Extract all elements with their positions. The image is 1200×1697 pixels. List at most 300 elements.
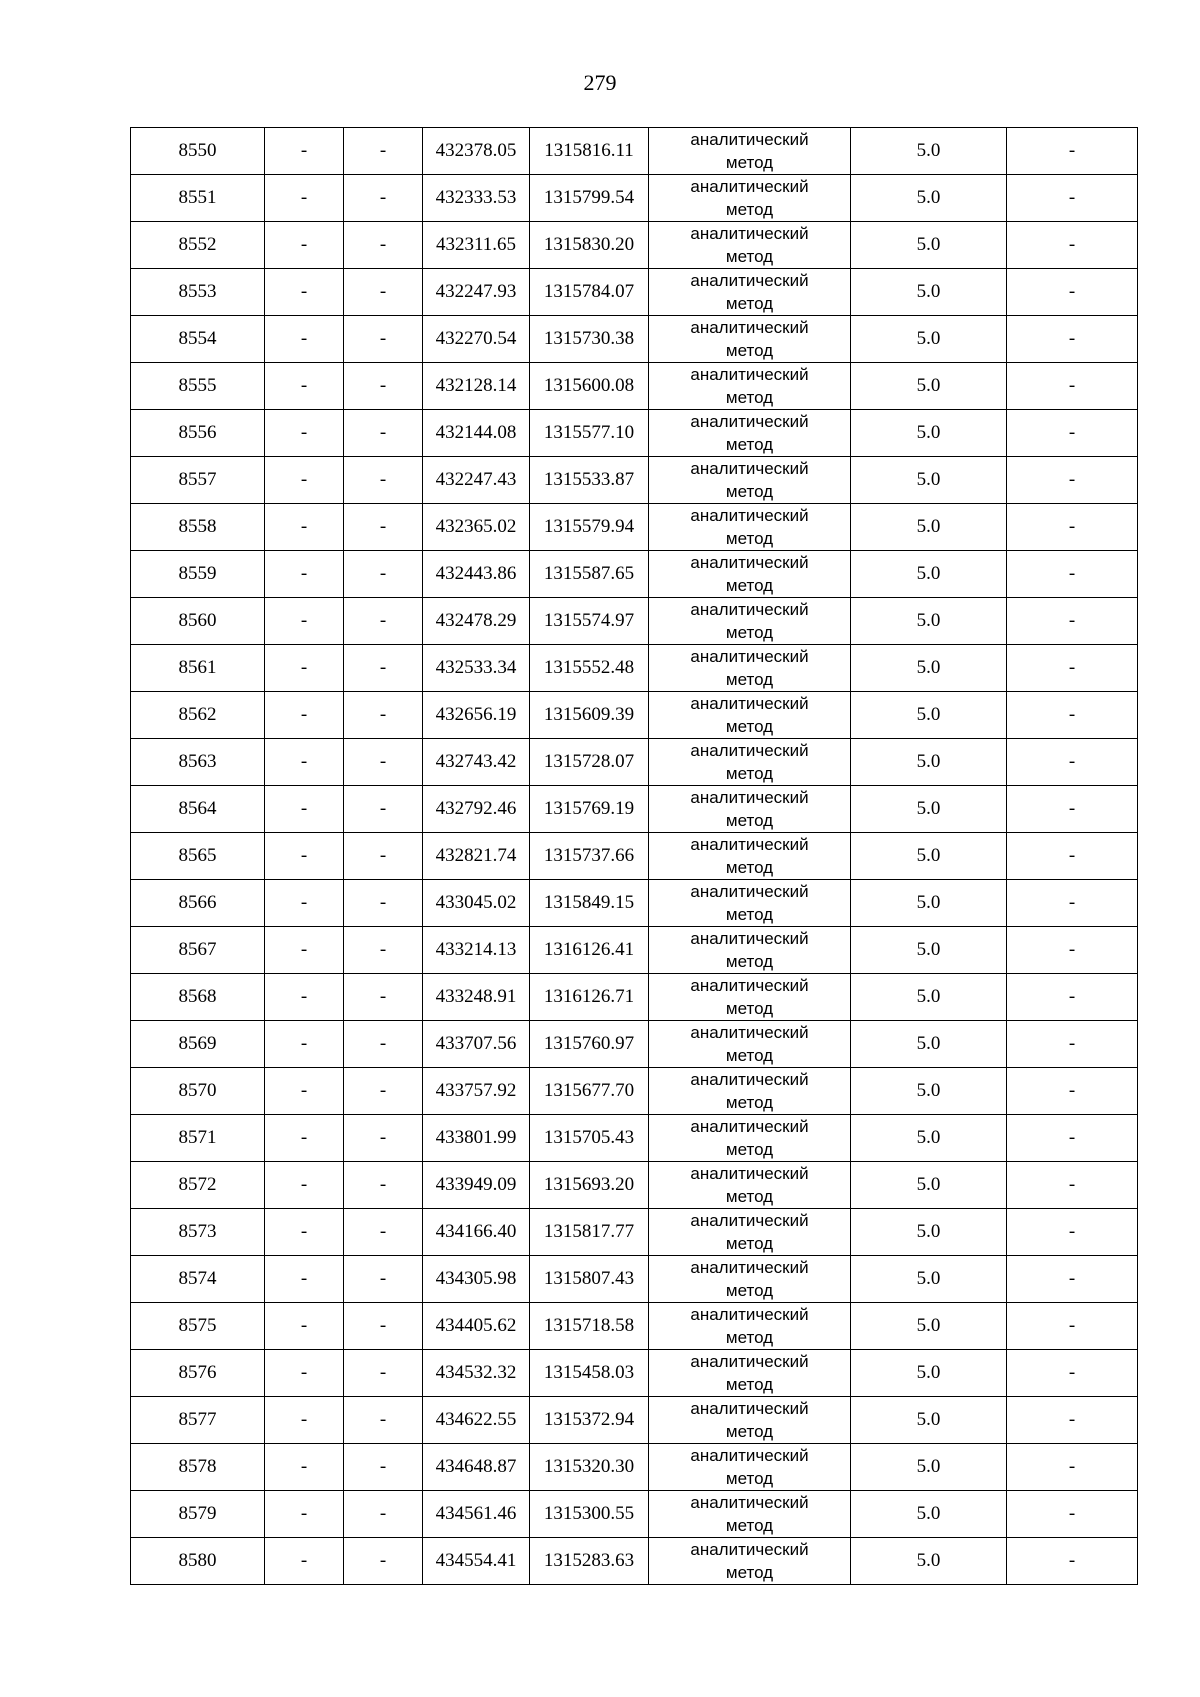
description-cell: - (1007, 598, 1138, 645)
empty-cell: - (344, 316, 423, 363)
empty-cell: - (265, 1115, 344, 1162)
description-cell: - (1007, 927, 1138, 974)
table-row (131, 1115, 1138, 1162)
accuracy-cell: 5.0 (851, 1538, 1007, 1585)
table-row (131, 1256, 1138, 1303)
empty-cell: - (344, 1444, 423, 1491)
method-cell (649, 551, 851, 598)
table-row (131, 128, 1138, 175)
description-cell: - (1007, 739, 1138, 786)
description-cell: - (1007, 1115, 1138, 1162)
x-coordinate-cell: 432270.54 (423, 316, 530, 363)
accuracy-cell: 5.0 (851, 1115, 1007, 1162)
point-number-cell: 8555 (131, 363, 265, 410)
method-text-line: метод (725, 952, 774, 971)
empty-cell: - (265, 1209, 344, 1256)
x-coordinate-cell: 434532.32 (423, 1350, 530, 1397)
x-coordinate-cell: 433045.02 (423, 880, 530, 927)
method-cell (649, 316, 851, 363)
method-text-line: аналитический (690, 224, 809, 243)
empty-cell: - (265, 974, 344, 1021)
empty-cell: - (344, 692, 423, 739)
method-cell (649, 1068, 851, 1115)
description-cell: - (1007, 1538, 1138, 1585)
description-cell: - (1007, 363, 1138, 410)
method-cell (649, 222, 851, 269)
method-text-line: метод (725, 1469, 774, 1488)
accuracy-cell: 5.0 (851, 974, 1007, 1021)
empty-cell: - (344, 1068, 423, 1115)
method-cell (649, 692, 851, 739)
y-coordinate-cell: 1315799.54 (530, 175, 649, 222)
empty-cell: - (344, 1209, 423, 1256)
point-number-cell: 8566 (131, 880, 265, 927)
table-row (131, 739, 1138, 786)
method-text-line: метод (725, 905, 774, 924)
method-text-line: аналитический (690, 647, 809, 666)
table-row (131, 269, 1138, 316)
method-text-line: метод (725, 294, 774, 313)
description-cell: - (1007, 1256, 1138, 1303)
x-coordinate-cell: 434648.87 (423, 1444, 530, 1491)
method-text-line: аналитический (690, 1070, 809, 1089)
point-number-cell: 8556 (131, 410, 265, 457)
empty-cell: - (265, 410, 344, 457)
x-coordinate-cell: 433801.99 (423, 1115, 530, 1162)
empty-cell: - (265, 1162, 344, 1209)
accuracy-cell: 5.0 (851, 363, 1007, 410)
method-text-line: метод (725, 1234, 774, 1253)
page-number: 279 (583, 70, 617, 95)
point-number-cell: 8573 (131, 1209, 265, 1256)
empty-cell: - (265, 927, 344, 974)
point-number-cell: 8574 (131, 1256, 265, 1303)
description-cell: - (1007, 504, 1138, 551)
empty-cell: - (344, 269, 423, 316)
point-number-cell: 8550 (131, 128, 265, 175)
table-row (131, 1303, 1138, 1350)
x-coordinate-cell: 432311.65 (423, 222, 530, 269)
empty-cell: - (265, 363, 344, 410)
empty-cell: - (265, 1444, 344, 1491)
description-cell: - (1007, 1350, 1138, 1397)
method-text-line: метод (725, 576, 774, 595)
y-coordinate-cell: 1315552.48 (530, 645, 649, 692)
point-number-cell: 8565 (131, 833, 265, 880)
accuracy-cell: 5.0 (851, 1162, 1007, 1209)
accuracy-cell: 5.0 (851, 786, 1007, 833)
empty-cell: - (265, 269, 344, 316)
y-coordinate-cell: 1315817.77 (530, 1209, 649, 1256)
point-number-cell: 8575 (131, 1303, 265, 1350)
y-coordinate-cell: 1315320.30 (530, 1444, 649, 1491)
coordinates-table (130, 127, 1138, 1585)
accuracy-cell: 5.0 (851, 316, 1007, 363)
method-text-line: аналитический (690, 929, 809, 948)
empty-cell: - (265, 457, 344, 504)
table-row (131, 974, 1138, 1021)
description-cell: - (1007, 269, 1138, 316)
method-cell (649, 410, 851, 457)
table-row (131, 1162, 1138, 1209)
description-cell: - (1007, 1068, 1138, 1115)
x-coordinate-cell: 432333.53 (423, 175, 530, 222)
x-coordinate-cell: 433248.91 (423, 974, 530, 1021)
method-cell (649, 974, 851, 1021)
table-row (131, 1397, 1138, 1444)
description-cell: - (1007, 645, 1138, 692)
empty-cell: - (344, 1256, 423, 1303)
point-number-cell: 8557 (131, 457, 265, 504)
x-coordinate-cell: 434305.98 (423, 1256, 530, 1303)
accuracy-cell: 5.0 (851, 1209, 1007, 1256)
empty-cell: - (344, 1491, 423, 1538)
accuracy-cell: 5.0 (851, 175, 1007, 222)
empty-cell: - (265, 222, 344, 269)
table-row (131, 457, 1138, 504)
empty-cell: - (265, 1068, 344, 1115)
table-row (131, 833, 1138, 880)
method-text-line: метод (725, 247, 774, 266)
method-text-line: аналитический (690, 177, 809, 196)
empty-cell: - (265, 739, 344, 786)
method-text-line: метод (725, 1563, 774, 1582)
description-cell: - (1007, 1209, 1138, 1256)
method-text-line: метод (725, 529, 774, 548)
description-cell: - (1007, 128, 1138, 175)
empty-cell: - (344, 1350, 423, 1397)
method-cell (649, 1350, 851, 1397)
table-row (131, 1350, 1138, 1397)
table-row (131, 551, 1138, 598)
method-text-line: аналитический (690, 412, 809, 431)
empty-cell: - (344, 645, 423, 692)
empty-cell: - (344, 175, 423, 222)
method-text-line: аналитический (690, 694, 809, 713)
table-row (131, 410, 1138, 457)
method-cell (649, 598, 851, 645)
method-text-line: аналитический (690, 600, 809, 619)
accuracy-cell: 5.0 (851, 739, 1007, 786)
empty-cell: - (344, 880, 423, 927)
table-row (131, 1209, 1138, 1256)
table-row (131, 692, 1138, 739)
description-cell: - (1007, 692, 1138, 739)
method-cell (649, 1303, 851, 1350)
method-text-line: аналитический (690, 459, 809, 478)
method-text-line: аналитический (690, 1258, 809, 1277)
x-coordinate-cell: 432128.14 (423, 363, 530, 410)
method-text-line: метод (725, 482, 774, 501)
description-cell: - (1007, 410, 1138, 457)
point-number-cell: 8572 (131, 1162, 265, 1209)
method-text-line: аналитический (690, 1540, 809, 1559)
point-number-cell: 8570 (131, 1068, 265, 1115)
method-cell (649, 1491, 851, 1538)
description-cell: - (1007, 222, 1138, 269)
table-row (131, 645, 1138, 692)
x-coordinate-cell: 432478.29 (423, 598, 530, 645)
method-cell (649, 1397, 851, 1444)
accuracy-cell: 5.0 (851, 410, 1007, 457)
accuracy-cell: 5.0 (851, 1444, 1007, 1491)
method-text-line: аналитический (690, 1493, 809, 1512)
method-cell (649, 1209, 851, 1256)
empty-cell: - (344, 786, 423, 833)
accuracy-cell: 5.0 (851, 1303, 1007, 1350)
method-text-line: метод (725, 1093, 774, 1112)
x-coordinate-cell: 432365.02 (423, 504, 530, 551)
method-text-line: метод (725, 1328, 774, 1347)
empty-cell: - (344, 1397, 423, 1444)
empty-cell: - (265, 1021, 344, 1068)
method-text-line: метод (725, 1422, 774, 1441)
accuracy-cell: 5.0 (851, 833, 1007, 880)
method-text-line: аналитический (690, 1352, 809, 1371)
y-coordinate-cell: 1315283.63 (530, 1538, 649, 1585)
x-coordinate-cell: 432656.19 (423, 692, 530, 739)
method-text-line: аналитический (690, 1023, 809, 1042)
empty-cell: - (265, 786, 344, 833)
point-number-cell: 8551 (131, 175, 265, 222)
y-coordinate-cell: 1315816.11 (530, 128, 649, 175)
method-text-line: аналитический (690, 130, 809, 149)
point-number-cell: 8559 (131, 551, 265, 598)
point-number-cell: 8561 (131, 645, 265, 692)
empty-cell: - (265, 316, 344, 363)
method-cell (649, 1162, 851, 1209)
empty-cell: - (265, 504, 344, 551)
method-text-line: метод (725, 341, 774, 360)
y-coordinate-cell: 1315737.66 (530, 833, 649, 880)
accuracy-cell: 5.0 (851, 598, 1007, 645)
y-coordinate-cell: 1315830.20 (530, 222, 649, 269)
method-cell (649, 880, 851, 927)
table-row (131, 363, 1138, 410)
point-number-cell: 8560 (131, 598, 265, 645)
accuracy-cell: 5.0 (851, 504, 1007, 551)
point-number-cell: 8563 (131, 739, 265, 786)
method-cell (649, 786, 851, 833)
method-cell (649, 1256, 851, 1303)
accuracy-cell: 5.0 (851, 1350, 1007, 1397)
table-row (131, 1491, 1138, 1538)
method-text-line: метод (725, 1046, 774, 1065)
empty-cell: - (344, 974, 423, 1021)
y-coordinate-cell: 1315784.07 (530, 269, 649, 316)
empty-cell: - (344, 833, 423, 880)
empty-cell: - (344, 222, 423, 269)
x-coordinate-cell: 432247.43 (423, 457, 530, 504)
method-cell (649, 269, 851, 316)
method-text-line: аналитический (690, 1399, 809, 1418)
method-text-line: метод (725, 764, 774, 783)
accuracy-cell: 5.0 (851, 1068, 1007, 1115)
x-coordinate-cell: 432443.86 (423, 551, 530, 598)
table-row (131, 1538, 1138, 1585)
y-coordinate-cell: 1315574.97 (530, 598, 649, 645)
description-cell: - (1007, 175, 1138, 222)
method-text-line: аналитический (690, 506, 809, 525)
method-text-line: аналитический (690, 365, 809, 384)
method-text-line: аналитический (690, 1164, 809, 1183)
point-number-cell: 8553 (131, 269, 265, 316)
method-text-line: метод (725, 1375, 774, 1394)
x-coordinate-cell: 432533.34 (423, 645, 530, 692)
method-text-line: аналитический (690, 271, 809, 290)
x-coordinate-cell: 434561.46 (423, 1491, 530, 1538)
method-cell (649, 1444, 851, 1491)
accuracy-cell: 5.0 (851, 128, 1007, 175)
empty-cell: - (344, 927, 423, 974)
empty-cell: - (344, 739, 423, 786)
y-coordinate-cell: 1315705.43 (530, 1115, 649, 1162)
y-coordinate-cell: 1315609.39 (530, 692, 649, 739)
empty-cell: - (265, 692, 344, 739)
method-cell (649, 457, 851, 504)
method-cell (649, 175, 851, 222)
description-cell: - (1007, 1021, 1138, 1068)
method-text-line: метод (725, 1140, 774, 1159)
point-number-cell: 8577 (131, 1397, 265, 1444)
description-cell: - (1007, 316, 1138, 363)
empty-cell: - (265, 645, 344, 692)
table-row (131, 222, 1138, 269)
y-coordinate-cell: 1315718.58 (530, 1303, 649, 1350)
point-number-cell: 8571 (131, 1115, 265, 1162)
method-text-line: аналитический (690, 1446, 809, 1465)
table-row (131, 880, 1138, 927)
accuracy-cell: 5.0 (851, 1397, 1007, 1444)
table-row (131, 1068, 1138, 1115)
method-text-line: метод (725, 811, 774, 830)
description-cell: - (1007, 551, 1138, 598)
y-coordinate-cell: 1315807.43 (530, 1256, 649, 1303)
point-number-cell: 8552 (131, 222, 265, 269)
y-coordinate-cell: 1315600.08 (530, 363, 649, 410)
y-coordinate-cell: 1315587.65 (530, 551, 649, 598)
table-body (131, 128, 1138, 1585)
method-text-line: метод (725, 1187, 774, 1206)
method-cell (649, 739, 851, 786)
method-cell (649, 927, 851, 974)
empty-cell: - (265, 880, 344, 927)
method-text-line: аналитический (690, 741, 809, 760)
method-text-line: аналитический (690, 788, 809, 807)
method-text-line: аналитический (690, 976, 809, 995)
x-coordinate-cell: 432378.05 (423, 128, 530, 175)
empty-cell: - (265, 598, 344, 645)
point-number-cell: 8564 (131, 786, 265, 833)
accuracy-cell: 5.0 (851, 692, 1007, 739)
method-text-line: аналитический (690, 1211, 809, 1230)
method-cell (649, 1115, 851, 1162)
method-text-line: метод (725, 717, 774, 736)
empty-cell: - (265, 1538, 344, 1585)
method-text-line: метод (725, 623, 774, 642)
y-coordinate-cell: 1316126.71 (530, 974, 649, 1021)
empty-cell: - (344, 128, 423, 175)
empty-cell: - (344, 1115, 423, 1162)
point-number-cell: 8580 (131, 1538, 265, 1585)
x-coordinate-cell: 434166.40 (423, 1209, 530, 1256)
empty-cell: - (265, 1350, 344, 1397)
accuracy-cell: 5.0 (851, 927, 1007, 974)
x-coordinate-cell: 432821.74 (423, 833, 530, 880)
x-coordinate-cell: 433214.13 (423, 927, 530, 974)
y-coordinate-cell: 1315372.94 (530, 1397, 649, 1444)
x-coordinate-cell: 433949.09 (423, 1162, 530, 1209)
method-text-line: метод (725, 388, 774, 407)
y-coordinate-cell: 1315533.87 (530, 457, 649, 504)
method-cell (649, 504, 851, 551)
description-cell: - (1007, 1303, 1138, 1350)
empty-cell: - (344, 551, 423, 598)
method-cell (649, 645, 851, 692)
method-text-line: метод (725, 858, 774, 877)
table-row (131, 598, 1138, 645)
accuracy-cell: 5.0 (851, 645, 1007, 692)
method-text-line: метод (725, 200, 774, 219)
table-row (131, 927, 1138, 974)
x-coordinate-cell: 432144.08 (423, 410, 530, 457)
description-cell: - (1007, 1162, 1138, 1209)
accuracy-cell: 5.0 (851, 269, 1007, 316)
description-cell: - (1007, 880, 1138, 927)
accuracy-cell: 5.0 (851, 880, 1007, 927)
empty-cell: - (344, 1021, 423, 1068)
table-row (131, 316, 1138, 363)
y-coordinate-cell: 1315300.55 (530, 1491, 649, 1538)
point-number-cell: 8579 (131, 1491, 265, 1538)
x-coordinate-cell: 434554.41 (423, 1538, 530, 1585)
description-cell: - (1007, 974, 1138, 1021)
method-text-line: метод (725, 1281, 774, 1300)
method-text-line: метод (725, 670, 774, 689)
method-text-line: аналитический (690, 318, 809, 337)
point-number-cell: 8578 (131, 1444, 265, 1491)
description-cell: - (1007, 1491, 1138, 1538)
y-coordinate-cell: 1316126.41 (530, 927, 649, 974)
method-cell (649, 1538, 851, 1585)
y-coordinate-cell: 1315730.38 (530, 316, 649, 363)
method-text-line: аналитический (690, 882, 809, 901)
point-number-cell: 8576 (131, 1350, 265, 1397)
y-coordinate-cell: 1315769.19 (530, 786, 649, 833)
table-row (131, 175, 1138, 222)
y-coordinate-cell: 1315728.07 (530, 739, 649, 786)
empty-cell: - (265, 1397, 344, 1444)
description-cell: - (1007, 1444, 1138, 1491)
accuracy-cell: 5.0 (851, 1256, 1007, 1303)
point-number-cell: 8562 (131, 692, 265, 739)
accuracy-cell: 5.0 (851, 551, 1007, 598)
x-coordinate-cell: 432743.42 (423, 739, 530, 786)
empty-cell: - (344, 1303, 423, 1350)
table-row (131, 1021, 1138, 1068)
accuracy-cell: 5.0 (851, 222, 1007, 269)
method-text-line: аналитический (690, 1305, 809, 1324)
empty-cell: - (344, 504, 423, 551)
x-coordinate-cell: 432792.46 (423, 786, 530, 833)
x-coordinate-cell: 434405.62 (423, 1303, 530, 1350)
table-row (131, 504, 1138, 551)
empty-cell: - (344, 1162, 423, 1209)
empty-cell: - (344, 1538, 423, 1585)
method-text-line: метод (725, 435, 774, 454)
description-cell: - (1007, 786, 1138, 833)
point-number-cell: 8568 (131, 974, 265, 1021)
